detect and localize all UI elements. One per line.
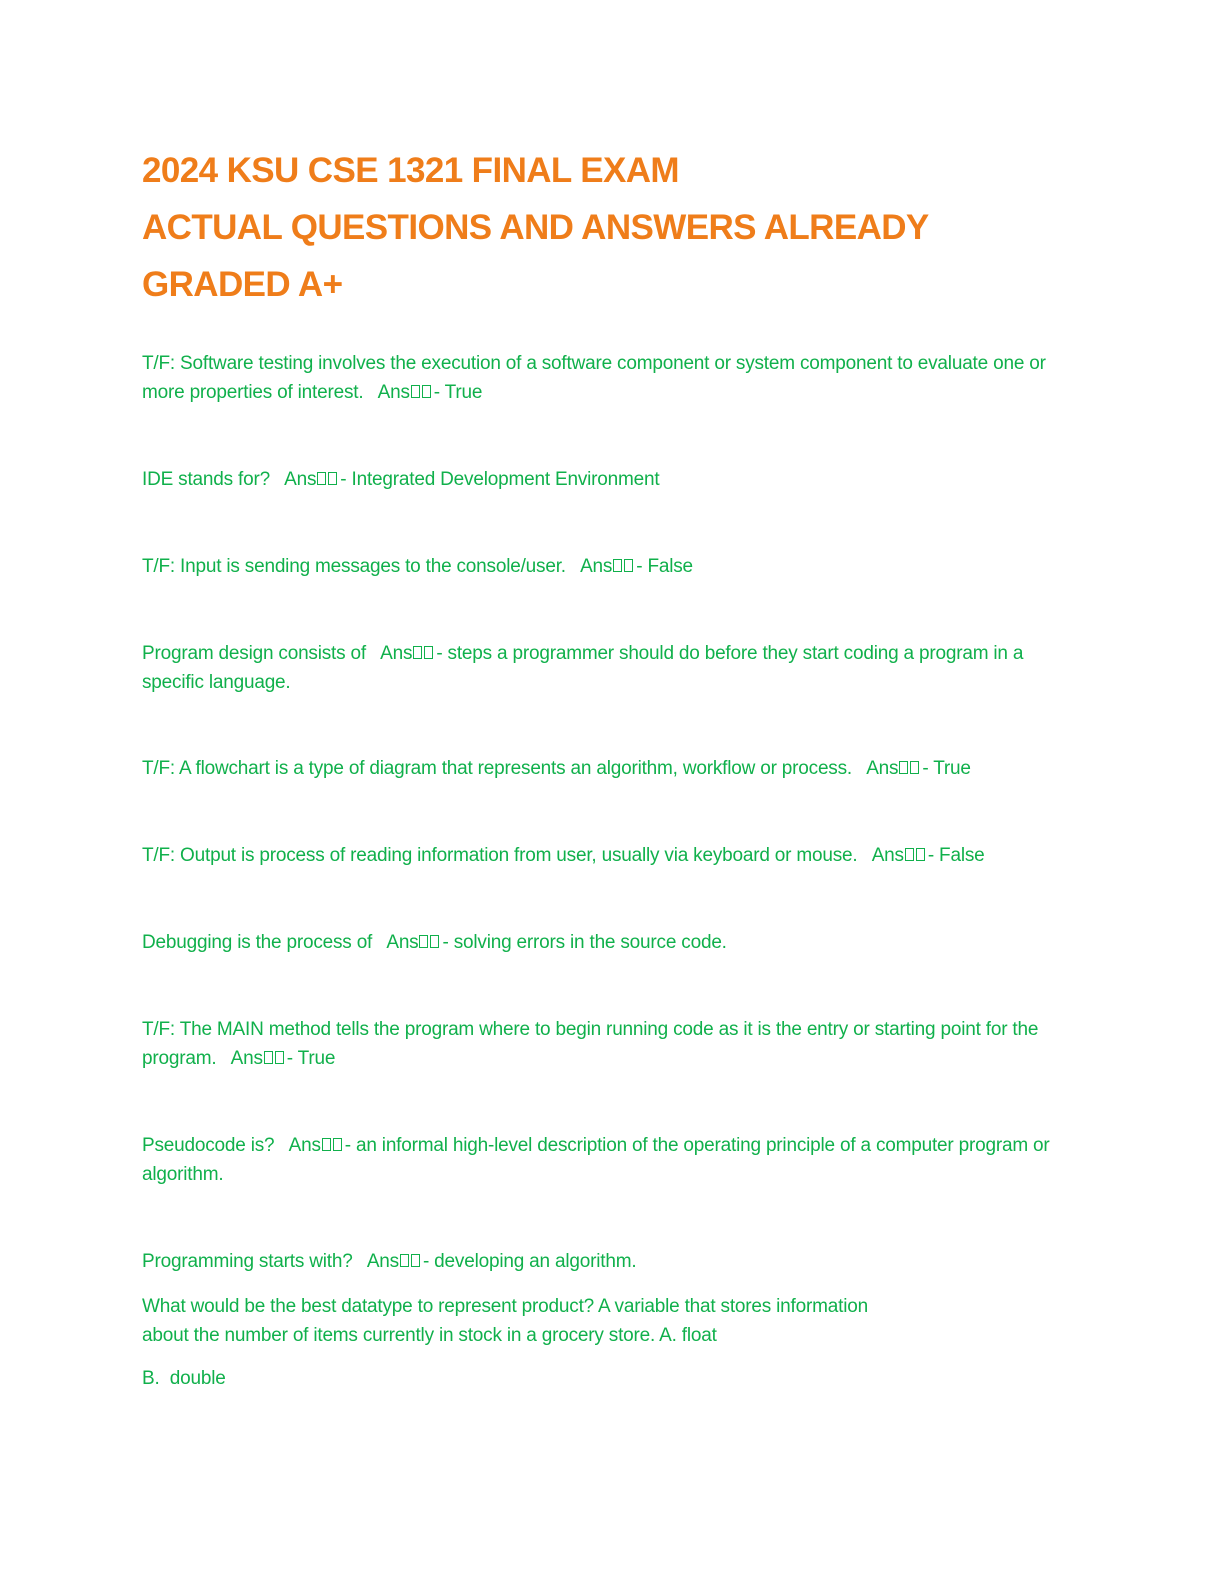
answer-dash: -: [422, 1251, 435, 1272]
answer-dash: -: [922, 758, 934, 779]
answer-label: Ans: [366, 1251, 399, 1272]
answer-label: Ans: [288, 1135, 321, 1156]
qa-item-3: [142, 552, 1072, 581]
option-b-letter: B.: [142, 1368, 160, 1389]
placeholder-glyph-icon: [613, 559, 635, 573]
document-title-line-2: ACTUAL QUESTIONS AND ANSWERS ALREADY: [142, 208, 929, 247]
qa-item-1: [142, 349, 1072, 407]
question-text: T/F: Output is process of reading information from user, usually via keyboard or mouse.: [142, 845, 858, 866]
answer-dash: -: [286, 1048, 298, 1069]
answer-label: Ans: [284, 469, 317, 490]
option-b: [142, 1364, 1072, 1393]
question-text: T/F: The MAIN method tells the program where to begin running code as it is the entry or starting point for the program.: [142, 1019, 1039, 1069]
document-title-line-1: 2024 KSU CSE 1321 FINAL EXAM: [142, 151, 679, 190]
answer-dash: -: [344, 1135, 356, 1156]
trailing-question-line-2: about the number of items currently in stock in a grocery store. A. float: [142, 1325, 717, 1346]
placeholder-glyph-icon: [322, 1138, 344, 1152]
qa-item-9: [142, 1131, 1072, 1189]
question-text: Debugging is the process of: [142, 932, 373, 953]
question-text: Program design consists of: [142, 643, 366, 664]
question-text: Pseudocode is?: [142, 1135, 275, 1156]
answer-label: Ans: [377, 382, 410, 403]
answer-label: Ans: [380, 643, 413, 664]
answer-text: True: [444, 382, 483, 403]
answer-dash: -: [636, 556, 648, 577]
option-b-text: double: [169, 1368, 226, 1389]
qa-item-7: [142, 928, 1072, 957]
answer-text: an informal high-level description of the operating principle of a computer program or algorithm.: [142, 1135, 1050, 1185]
placeholder-glyph-icon: [400, 1254, 422, 1268]
placeholder-glyph-icon: [419, 935, 441, 949]
answer-text: True: [933, 758, 971, 779]
placeholder-glyph-icon: [411, 385, 433, 399]
answer-label: Ans: [230, 1048, 263, 1069]
placeholder-glyph-icon: [899, 761, 921, 775]
placeholder-glyph-icon: [413, 646, 435, 660]
answer-text: solving errors in the source code.: [453, 932, 727, 953]
answer-dash: -: [436, 643, 448, 664]
answer-text: steps a programmer should do before they start coding a program in a specific language.: [142, 643, 1024, 693]
answer-dash: -: [433, 382, 445, 403]
qa-item-6: [142, 841, 1072, 870]
answer-label: Ans: [871, 845, 904, 866]
answer-text: Integrated Development Environment: [351, 469, 660, 490]
trailing-question-line-1: What would be the best datatype to represent product? A variable that stores information: [142, 1296, 868, 1317]
answer-dash: -: [340, 469, 352, 490]
question-text: T/F: A flowchart is a type of diagram that represents an algorithm, workflow or process.: [142, 758, 852, 779]
placeholder-glyph-icon: [317, 472, 339, 486]
qa-item-4: [142, 639, 1072, 697]
answer-label: Ans: [580, 556, 613, 577]
answer-text: False: [939, 845, 985, 866]
answer-dash: -: [442, 932, 454, 953]
answer-label: Ans: [386, 932, 419, 953]
placeholder-glyph-icon: [264, 1051, 286, 1065]
question-text: T/F: Software testing involves the execution of a software component or system component to evaluate one or more properties of interest.: [142, 353, 1046, 403]
answer-text: False: [647, 556, 693, 577]
answer-text: developing an algorithm.: [434, 1251, 637, 1272]
qa-item-8: [142, 1015, 1072, 1073]
qa-item-10: [142, 1247, 1072, 1276]
answer-dash: -: [927, 845, 940, 866]
qa-item-2: [142, 465, 1072, 494]
placeholder-glyph-icon: [905, 848, 927, 862]
answer-label: Ans: [866, 758, 899, 779]
document-title-line-3: GRADED A+: [142, 265, 343, 304]
qa-item-5: [142, 754, 1072, 783]
question-text: Programming starts with?: [142, 1251, 353, 1272]
answer-text: True: [297, 1048, 336, 1069]
question-text: T/F: Input is sending messages to the console/user.: [142, 556, 566, 577]
question-text: IDE stands for?: [142, 469, 270, 490]
